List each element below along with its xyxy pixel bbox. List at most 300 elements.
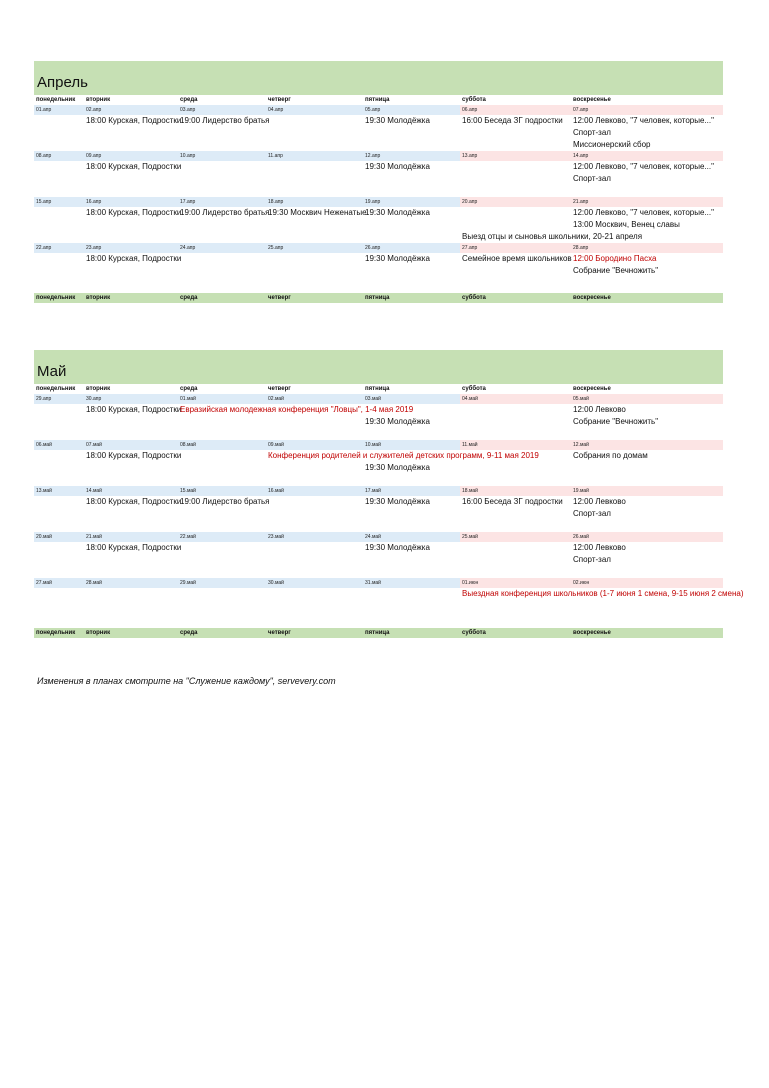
week-block — [34, 578, 744, 624]
date-row — [34, 151, 723, 161]
event-cell — [460, 428, 571, 440]
event-cell — [363, 277, 460, 289]
weekday-label: понедельник — [36, 386, 76, 392]
event-cell — [363, 219, 460, 231]
weekday-label: среда — [180, 295, 198, 301]
event-cell — [178, 265, 266, 277]
weekday-label: понедельник — [36, 630, 76, 636]
event-cell — [84, 566, 178, 578]
event-cell — [460, 416, 571, 428]
event-cell — [34, 554, 84, 566]
event-cell — [34, 588, 84, 600]
event-line — [34, 554, 723, 566]
event-cell — [34, 496, 84, 508]
weekday-label: пятница — [365, 386, 390, 392]
date-cell: 01.апр — [34, 105, 84, 115]
event-cell: 16:00 Беседа ЗГ подростки — [462, 497, 563, 506]
event-cell — [266, 612, 363, 624]
event-cell — [266, 219, 363, 231]
weekday-label: пятница — [365, 97, 390, 103]
event-cell — [460, 161, 571, 173]
event-cell: 18:00 Курская, Подростки — [86, 254, 182, 263]
may-calendar — [34, 350, 744, 638]
weekday-label: четверг — [268, 295, 291, 301]
date-cell: 17.апр — [178, 197, 266, 207]
event-cell — [34, 450, 84, 462]
event-cell: 18:00 Курская, Подростки — [86, 497, 182, 506]
event-cell — [460, 566, 571, 578]
date-cell: 15.май — [178, 486, 266, 496]
event-cell — [84, 428, 178, 440]
event-cell — [178, 428, 266, 440]
event-cell — [84, 173, 178, 185]
date-cell: 29.апр — [34, 394, 84, 404]
event-cell — [34, 173, 84, 185]
event-cell — [34, 253, 84, 265]
april-weeks — [34, 105, 723, 289]
date-cell: 11.апр — [266, 151, 363, 161]
event-cell: Выезд отцы и сыновья школьники, 20-21 апреля — [462, 232, 643, 241]
event-cell — [266, 127, 363, 139]
event-cell: 19:30 Молодёжка — [365, 208, 430, 217]
event-cell — [178, 253, 266, 265]
event-line — [34, 277, 723, 289]
date-cell: 16.май — [266, 486, 363, 496]
event-cell: Спорт-зал — [573, 174, 611, 183]
event-cell — [460, 542, 571, 554]
date-cell: 04.апр — [266, 105, 363, 115]
event-cell — [84, 612, 178, 624]
event-line — [34, 508, 723, 520]
date-cell: 11.май — [460, 440, 571, 450]
event-line — [34, 474, 723, 486]
date-cell: 28.апр — [571, 243, 723, 253]
event-span: Конференция родителей и служителей детских программ, 9-11 мая 2019 — [268, 451, 539, 460]
weekday-label: воскресенье — [573, 386, 611, 392]
event-line — [34, 207, 723, 219]
event-cell — [460, 219, 571, 231]
event-cell — [460, 404, 571, 416]
date-cell: 24.апр — [178, 243, 266, 253]
date-row — [34, 486, 723, 496]
event-cell — [84, 520, 178, 532]
event-cell — [460, 139, 571, 151]
event-line — [34, 173, 723, 185]
event-cell — [34, 139, 84, 151]
date-cell: 17.май — [363, 486, 460, 496]
date-row — [34, 243, 723, 253]
weekday-label: вторник — [86, 295, 111, 301]
event-cell — [34, 219, 84, 231]
date-cell: 07.апр — [571, 105, 723, 115]
event-cell: 13:00 Москвич, Венец славы — [573, 220, 680, 229]
event-cell: 18:00 Курская, Подростки — [86, 116, 182, 125]
event-cell: Собрания по домам — [573, 451, 648, 460]
weekday-label: суббота — [462, 630, 486, 636]
event-cell: Спорт-зал — [573, 555, 611, 564]
event-cell: 18:00 Курская, Подростки — [86, 405, 182, 414]
date-cell: 05.апр — [363, 105, 460, 115]
event-cell — [460, 207, 571, 219]
date-cell: 01.май — [178, 394, 266, 404]
event-cell — [34, 474, 84, 486]
month-title-may: Май — [34, 350, 723, 384]
event-cell: 19:30 Молодёжка — [365, 497, 430, 506]
event-cell — [571, 277, 723, 289]
event-cell — [460, 554, 571, 566]
event-cell — [178, 462, 266, 474]
event-cell: 19:30 Молодёжка — [365, 417, 430, 426]
weekday-label: воскресенье — [573, 295, 611, 301]
event-cell: 18:00 Курская, Подростки — [86, 451, 182, 460]
weekday-label: среда — [180, 97, 198, 103]
event-cell: 19:00 Лидерство братья — [180, 208, 270, 217]
event-cell — [34, 185, 84, 197]
date-cell: 20.апр — [460, 197, 571, 207]
event-cell — [266, 139, 363, 151]
event-cell — [178, 542, 266, 554]
event-cell — [363, 173, 460, 185]
event-cell: 12:00 Левково — [573, 543, 626, 552]
weekday-label: воскресенье — [573, 630, 611, 636]
event-cell — [84, 416, 178, 428]
date-cell: 18.май — [460, 486, 571, 496]
date-cell: 22.май — [178, 532, 266, 542]
event-cell — [266, 161, 363, 173]
event-cell — [571, 520, 723, 532]
date-cell: 19.апр — [363, 197, 460, 207]
date-cell: 12.апр — [363, 151, 460, 161]
event-line — [34, 139, 723, 151]
event-cell — [34, 115, 84, 127]
event-cell — [178, 161, 266, 173]
event-cell: 19:30 Молодёжка — [365, 116, 430, 125]
date-cell: 25.май — [460, 532, 571, 542]
event-cell — [460, 600, 571, 612]
date-cell: 13.май — [34, 486, 84, 496]
event-cell — [571, 185, 723, 197]
weekday-label: четверг — [268, 630, 291, 636]
date-row — [34, 578, 723, 588]
weekday-label: воскресенье — [573, 97, 611, 103]
date-row — [34, 394, 723, 404]
event-cell — [34, 612, 84, 624]
event-cell — [84, 600, 178, 612]
event-cell: 18:00 Курская, Подростки — [86, 543, 182, 552]
event-cell — [178, 416, 266, 428]
event-cell — [34, 428, 84, 440]
date-cell: 06.май — [34, 440, 84, 450]
weekday-label: понедельник — [36, 97, 76, 103]
event-cell — [34, 127, 84, 139]
event-cell — [363, 612, 460, 624]
weekday-label: вторник — [86, 386, 111, 392]
event-cell — [460, 474, 571, 486]
week-block — [34, 151, 723, 197]
event-cell — [571, 474, 723, 486]
date-cell: 27.апр — [460, 243, 571, 253]
event-cell — [363, 474, 460, 486]
event-cell — [178, 588, 266, 600]
event-cell — [34, 508, 84, 520]
weekday-label: четверг — [268, 97, 291, 103]
event-cell — [460, 185, 571, 197]
event-cell — [34, 520, 84, 532]
event-cell — [266, 277, 363, 289]
event-line — [34, 520, 723, 532]
event-cell — [266, 253, 363, 265]
date-cell: 30.апр — [84, 394, 178, 404]
event-cell — [266, 428, 363, 440]
event-cell — [34, 566, 84, 578]
event-cell — [178, 127, 266, 139]
event-cell: 12:00 Левково, "7 человек, которые..." — [573, 162, 714, 171]
weekday-header — [34, 384, 723, 394]
date-cell: 13.апр — [460, 151, 571, 161]
date-cell: 21.май — [84, 532, 178, 542]
event-cell — [571, 612, 723, 624]
weekday-label: среда — [180, 630, 198, 636]
date-cell: 22.апр — [34, 243, 84, 253]
weekday-label: понедельник — [36, 295, 76, 301]
event-line — [34, 496, 723, 508]
date-cell: 09.апр — [84, 151, 178, 161]
event-cell: 19:30 Молодёжка — [365, 162, 430, 171]
event-cell — [266, 508, 363, 520]
event-cell — [266, 416, 363, 428]
event-cell: 19:30 Молодёжка — [365, 463, 430, 472]
date-cell: 26.апр — [363, 243, 460, 253]
event-cell — [571, 600, 723, 612]
event-cell — [266, 231, 363, 243]
date-cell: 16.апр — [84, 197, 178, 207]
event-cell: Собрание "Вечножить" — [573, 417, 659, 426]
event-cell: Собрание "Вечножить" — [573, 266, 659, 275]
event-cell: 19:30 Молодёжка — [365, 543, 430, 552]
event-cell — [571, 231, 723, 243]
date-cell: 09.май — [266, 440, 363, 450]
event-cell — [571, 566, 723, 578]
event-cell — [363, 127, 460, 139]
date-cell: 18.апр — [266, 197, 363, 207]
event-cell — [266, 173, 363, 185]
event-cell — [460, 277, 571, 289]
event-cell — [363, 554, 460, 566]
event-line — [34, 600, 723, 612]
weekday-label: суббота — [462, 97, 486, 103]
date-cell: 19.май — [571, 486, 723, 496]
event-line — [34, 612, 723, 624]
date-cell: 02.апр — [84, 105, 178, 115]
date-cell: 08.май — [178, 440, 266, 450]
date-cell: 25.апр — [266, 243, 363, 253]
event-cell — [178, 450, 266, 462]
date-cell: 07.май — [84, 440, 178, 450]
event-cell — [460, 612, 571, 624]
date-cell: 03.май — [363, 394, 460, 404]
weekday-label: вторник — [86, 97, 111, 103]
event-cell — [571, 462, 723, 474]
event-cell — [266, 115, 363, 127]
event-cell — [363, 588, 460, 600]
date-row — [34, 197, 723, 207]
event-line — [34, 253, 723, 265]
date-row — [34, 532, 723, 542]
april-calendar — [34, 61, 723, 303]
event-cell — [363, 566, 460, 578]
event-cell: 12:00 Левково — [573, 405, 626, 414]
date-cell: 04.май — [460, 394, 571, 404]
event-cell — [84, 462, 178, 474]
date-cell: 30.май — [266, 578, 363, 588]
event-cell — [178, 277, 266, 289]
event-cell — [460, 173, 571, 185]
week-block — [34, 532, 723, 578]
event-cell — [84, 508, 178, 520]
event-cell — [84, 219, 178, 231]
event-cell — [460, 265, 571, 277]
changes-note: Изменения в планах смотрите на "Служение каждому", servevery.com — [37, 676, 336, 686]
date-cell: 26.май — [571, 532, 723, 542]
event-cell — [363, 265, 460, 277]
week-block — [34, 197, 723, 243]
weekday-label: среда — [180, 386, 198, 392]
event-cell — [460, 508, 571, 520]
event-cell — [266, 542, 363, 554]
date-cell: 24.май — [363, 532, 460, 542]
date-cell: 01.июн — [460, 578, 571, 588]
event-line — [34, 161, 723, 173]
week-block — [34, 394, 723, 440]
event-line — [34, 566, 723, 578]
date-cell: 10.апр — [178, 151, 266, 161]
event-cell — [84, 127, 178, 139]
event-cell — [460, 462, 571, 474]
event-cell — [363, 600, 460, 612]
event-cell — [34, 462, 84, 474]
event-cell — [266, 462, 363, 474]
event-cell — [266, 520, 363, 532]
event-cell: 16:00 Беседа ЗГ подростки — [462, 116, 563, 125]
event-cell: Семейное время школьников — [462, 254, 572, 263]
event-line — [34, 185, 723, 197]
event-cell — [363, 231, 460, 243]
event-cell: 12:00 Левково — [573, 497, 626, 506]
event-cell — [84, 554, 178, 566]
date-row — [34, 105, 723, 115]
event-cell — [266, 185, 363, 197]
event-cell: 18:00 Курская, Подростки — [86, 208, 182, 217]
date-cell: 05.май — [571, 394, 723, 404]
event-cell — [84, 588, 178, 600]
weekday-label: четверг — [268, 386, 291, 392]
weekday-label: суббота — [462, 295, 486, 301]
event-cell — [34, 207, 84, 219]
event-cell — [84, 185, 178, 197]
event-cell — [178, 554, 266, 566]
month-title-april: Апрель — [34, 61, 723, 95]
weekday-footer — [34, 293, 723, 303]
week-block — [34, 105, 723, 151]
event-cell: 19:30 Молодёжка — [365, 254, 430, 263]
date-cell: 15.апр — [34, 197, 84, 207]
date-cell: 23.апр — [84, 243, 178, 253]
event-cell — [363, 428, 460, 440]
event-cell: Спорт-зал — [573, 128, 611, 137]
event-cell — [571, 428, 723, 440]
weekday-footer — [34, 628, 723, 638]
event-cell — [178, 231, 266, 243]
weekday-label: пятница — [365, 295, 390, 301]
event-cell — [266, 588, 363, 600]
date-cell: 14.май — [84, 486, 178, 496]
event-cell: 12:00 Левково, "7 человек, которые..." — [573, 208, 714, 217]
event-cell — [266, 265, 363, 277]
event-cell: 19:00 Лидерство братья — [180, 497, 270, 506]
event-cell — [34, 161, 84, 173]
date-cell: 12.май — [571, 440, 723, 450]
event-cell — [460, 520, 571, 532]
date-cell: 29.май — [178, 578, 266, 588]
date-cell: 02.июн — [571, 578, 723, 588]
event-cell — [460, 127, 571, 139]
event-cell — [266, 474, 363, 486]
date-cell: 06.апр — [460, 105, 571, 115]
event-line — [34, 265, 723, 277]
event-cell — [84, 139, 178, 151]
event-cell — [266, 600, 363, 612]
event-cell — [178, 600, 266, 612]
may-weeks — [34, 394, 744, 624]
date-cell: 14.апр — [571, 151, 723, 161]
event-cell — [178, 173, 266, 185]
weekday-label: суббота — [462, 386, 486, 392]
event-cell — [363, 520, 460, 532]
date-cell: 08.апр — [34, 151, 84, 161]
event-line — [34, 416, 723, 428]
date-cell: 28.май — [84, 578, 178, 588]
date-cell: 20.май — [34, 532, 84, 542]
weekday-label: пятница — [365, 630, 390, 636]
event-cell — [34, 277, 84, 289]
event-cell — [178, 520, 266, 532]
week-block — [34, 440, 723, 486]
event-cell: Миссионерский сбор — [573, 140, 651, 149]
event-cell — [84, 277, 178, 289]
event-cell — [178, 566, 266, 578]
event-cell — [34, 265, 84, 277]
event-cell — [266, 554, 363, 566]
date-cell: 23.май — [266, 532, 363, 542]
event-line — [34, 428, 723, 440]
event-cell — [266, 496, 363, 508]
event-span: Евразийская молодежная конференция "Ловцы", 1-4 мая 2019 — [180, 405, 414, 414]
event-cell — [178, 219, 266, 231]
date-cell: 31.май — [363, 578, 460, 588]
event-cell — [84, 231, 178, 243]
event-cell — [363, 139, 460, 151]
event-cell: 12:00 Левково, "7 человек, которые..." — [573, 116, 714, 125]
event-span: Выездная конференция школьников (1-7 июня 1 смена, 9-15 июня 2 смена) — [462, 589, 744, 598]
event-cell: 19:00 Лидерство братья — [180, 116, 270, 125]
date-cell: 10.май — [363, 440, 460, 450]
week-block — [34, 486, 723, 532]
event-cell — [34, 416, 84, 428]
event-line — [34, 231, 723, 243]
event-cell — [178, 508, 266, 520]
event-cell: 12:00 Бородино Пасха — [573, 254, 657, 263]
event-cell — [178, 185, 266, 197]
